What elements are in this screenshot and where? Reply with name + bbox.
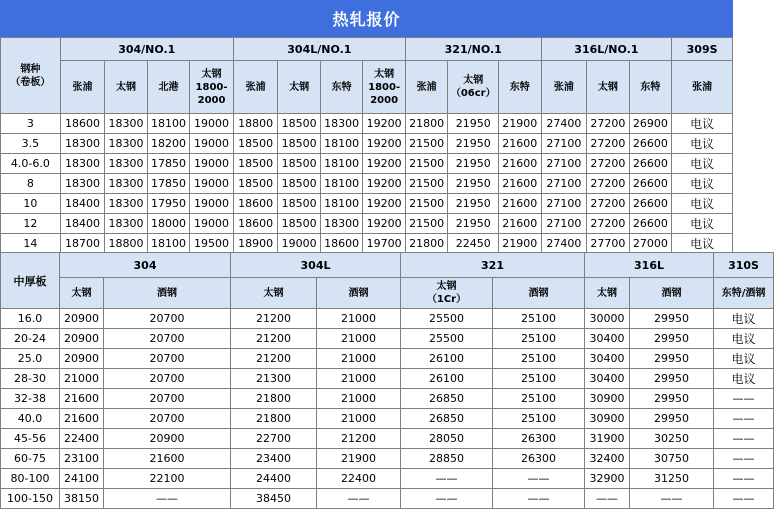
price-cell: ——	[317, 489, 401, 509]
price-cell: 18300	[105, 194, 148, 214]
price-cell: 20900	[60, 349, 104, 369]
thickness-label: 100-150	[1, 489, 60, 509]
mill-column-header: 东特	[629, 61, 672, 114]
price-cell: 22100	[104, 469, 231, 489]
mill-column-header: 北港	[147, 61, 190, 114]
price-cell: 18300	[105, 154, 148, 174]
price-cell: 19200	[363, 194, 406, 214]
price-cell: 21800	[231, 389, 317, 409]
price-cell: 21500	[405, 154, 448, 174]
group-310s: 310S	[714, 253, 774, 278]
thickness-label: 8	[1, 174, 61, 194]
price-cell: 19000	[190, 174, 234, 194]
thickness-label: 25.0	[1, 349, 60, 369]
table-row	[1, 429, 774, 449]
price-cell: 18000	[147, 214, 190, 234]
table-row	[1, 114, 733, 134]
price-cell: 32400	[585, 449, 630, 469]
price-cell: 18100	[320, 134, 363, 154]
price-cell: 29950	[630, 309, 714, 329]
mill-column-header: 酒钢	[104, 278, 231, 309]
price-cell: ——	[714, 469, 774, 489]
price-cell: 27400	[541, 114, 587, 134]
table-row	[1, 174, 733, 194]
price-cell: ——	[401, 489, 493, 509]
thickness-label: 32-38	[1, 389, 60, 409]
price-cell: 21600	[499, 154, 542, 174]
price-cell: 27700	[587, 234, 630, 254]
mill-column-header: 东特/酒钢	[714, 278, 774, 309]
price-cell: 30400	[585, 349, 630, 369]
mill-column-header: 张浦	[233, 61, 278, 114]
price-cell: 21600	[104, 449, 231, 469]
price-cell: 26300	[493, 429, 585, 449]
price-cell: 18200	[147, 134, 190, 154]
price-cell: 21950	[448, 134, 499, 154]
price-cell: 30900	[585, 389, 630, 409]
price-cell: 20700	[104, 329, 231, 349]
price-cell: ——	[630, 489, 714, 509]
thickness-label: 80-100	[1, 469, 60, 489]
price-cell: 18300	[60, 174, 105, 194]
price-cell: 29950	[630, 349, 714, 369]
price-cell: 18600	[320, 234, 363, 254]
price-cell: 31900	[585, 429, 630, 449]
price-cell: 18100	[147, 114, 190, 134]
price-cell: 25500	[401, 329, 493, 349]
mill-column-header: 太钢 1800- 2000	[363, 61, 406, 114]
price-cell: 电议	[714, 329, 774, 349]
price-cell: 25100	[493, 309, 585, 329]
price-cell: 19500	[190, 234, 234, 254]
price-cell: 18100	[320, 154, 363, 174]
table-row	[1, 469, 774, 489]
price-cell: ——	[493, 489, 585, 509]
price-cell: 21000	[317, 369, 401, 389]
price-cell: 21000	[60, 369, 104, 389]
price-cell: 27100	[541, 214, 587, 234]
price-cell: 19000	[190, 194, 234, 214]
price-cell: ——	[401, 469, 493, 489]
price-cell: 22400	[60, 429, 104, 449]
price-cell: 18900	[233, 234, 278, 254]
mill-column-header: 太钢	[585, 278, 630, 309]
price-cell: 21500	[405, 214, 448, 234]
price-cell: 18300	[105, 174, 148, 194]
price-cell: 18100	[320, 194, 363, 214]
group-304-no1: 304/NO.1	[60, 38, 233, 61]
price-cell: 21000	[317, 389, 401, 409]
price-cell: 电议	[672, 134, 733, 154]
price-cell: 21950	[448, 194, 499, 214]
price-cell: 21500	[405, 174, 448, 194]
thickness-label: 12	[1, 214, 61, 234]
price-cell: 18100	[147, 234, 190, 254]
mill-column-header: 太钢	[278, 61, 321, 114]
price-cell: 21600	[499, 174, 542, 194]
price-cell: 30900	[585, 409, 630, 429]
thickness-label: 16.0	[1, 309, 60, 329]
mill-column-header: 张浦	[541, 61, 587, 114]
price-cell: 电议	[672, 194, 733, 214]
price-cell: 27100	[541, 194, 587, 214]
price-cell: 21500	[405, 194, 448, 214]
mill-column-header: 太钢 （06cr）	[448, 61, 499, 114]
coil-grade-header: 钢种 （卷板）	[1, 38, 61, 114]
price-cell: 22400	[317, 469, 401, 489]
price-cell: 20700	[104, 409, 231, 429]
price-cell: 18500	[278, 114, 321, 134]
price-cell: 19000	[190, 214, 234, 234]
price-cell: 27000	[629, 234, 672, 254]
price-cell: 20700	[104, 309, 231, 329]
price-cell: 18300	[105, 114, 148, 134]
price-cell: 17850	[147, 154, 190, 174]
price-cell: 18500	[278, 194, 321, 214]
thickness-label: 10	[1, 194, 61, 214]
price-cell: 19200	[363, 114, 406, 134]
price-cell: 18600	[60, 114, 105, 134]
price-cell: ——	[104, 489, 231, 509]
price-cell: 21600	[499, 134, 542, 154]
price-cell: ——	[714, 389, 774, 409]
thickness-label: 3	[1, 114, 61, 134]
table-row	[1, 489, 774, 509]
price-cell: 27100	[541, 174, 587, 194]
price-cell: 27100	[541, 134, 587, 154]
price-cell: 20700	[104, 349, 231, 369]
price-cell: 26600	[629, 214, 672, 234]
price-cell: 电议	[672, 234, 733, 254]
price-cell: 25100	[493, 389, 585, 409]
price-cell: 19000	[278, 234, 321, 254]
price-cell: 21950	[448, 214, 499, 234]
price-cell: 18500	[233, 154, 278, 174]
price-cell: 18500	[278, 214, 321, 234]
price-cell: 19200	[363, 134, 406, 154]
table-row	[1, 449, 774, 469]
price-cell: 20900	[60, 309, 104, 329]
price-cell: 26600	[629, 154, 672, 174]
price-cell: 25500	[401, 309, 493, 329]
price-cell: 26100	[401, 369, 493, 389]
mill-column-header: 东特	[320, 61, 363, 114]
table-row	[1, 349, 774, 369]
price-cell: 21500	[405, 134, 448, 154]
thickness-label: 45-56	[1, 429, 60, 449]
mill-column-header: 太钢 1800- 2000	[190, 61, 234, 114]
price-cell: 21600	[60, 389, 104, 409]
price-cell: 21000	[317, 309, 401, 329]
table-row	[1, 409, 774, 429]
price-cell: 24100	[60, 469, 104, 489]
mill-column-header: 太钢	[60, 278, 104, 309]
plate-grade-header: 中厚板	[1, 253, 60, 309]
price-cell: 21600	[499, 194, 542, 214]
group-316l: 316L	[585, 253, 714, 278]
price-cell: 26600	[629, 134, 672, 154]
price-cell: 21000	[317, 409, 401, 429]
mill-column-header: 东特	[499, 61, 542, 114]
mill-column-header: 太钢	[105, 61, 148, 114]
price-cell: 18500	[278, 134, 321, 154]
mill-column-header: 酒钢	[630, 278, 714, 309]
price-cell: 21200	[231, 309, 317, 329]
price-cell: 21300	[231, 369, 317, 389]
price-cell: 21900	[499, 234, 542, 254]
price-cell: 20900	[60, 329, 104, 349]
price-cell: 28050	[401, 429, 493, 449]
price-cell: 30400	[585, 369, 630, 389]
price-cell: 25100	[493, 409, 585, 429]
price-cell: 19000	[190, 154, 234, 174]
price-cell: 27200	[587, 114, 630, 134]
price-cell: 21800	[405, 114, 448, 134]
price-cell: 21200	[317, 429, 401, 449]
price-cell: ——	[714, 489, 774, 509]
mill-column-header: 张浦	[672, 61, 733, 114]
price-cell: 电议	[714, 309, 774, 329]
price-cell: 26900	[629, 114, 672, 134]
price-cell: 24400	[231, 469, 317, 489]
price-cell: 电议	[672, 174, 733, 194]
price-cell: 22450	[448, 234, 499, 254]
price-cell: 21900	[317, 449, 401, 469]
price-cell: 18500	[233, 174, 278, 194]
price-cell: 18300	[105, 134, 148, 154]
price-cell: 19000	[190, 134, 234, 154]
price-cell: 18600	[233, 194, 278, 214]
thickness-label: 28-30	[1, 369, 60, 389]
mill-column-header: 酒钢	[317, 278, 401, 309]
price-cell: 38150	[60, 489, 104, 509]
table-row	[1, 154, 733, 174]
price-cell: 19000	[190, 114, 234, 134]
price-cell: 27200	[587, 214, 630, 234]
price-cell: ——	[585, 489, 630, 509]
price-cell: 电议	[672, 114, 733, 134]
price-cell: 29950	[630, 409, 714, 429]
group-316l-no1: 316L/NO.1	[541, 38, 672, 61]
group-321: 321	[401, 253, 585, 278]
price-cell: 19200	[363, 154, 406, 174]
price-cell: 30750	[630, 449, 714, 469]
price-cell: 30400	[585, 329, 630, 349]
group-309s: 309S	[672, 38, 733, 61]
price-cell: 18700	[60, 234, 105, 254]
price-cell: 21800	[231, 409, 317, 429]
price-cell: 20900	[104, 429, 231, 449]
price-cell: 27100	[541, 154, 587, 174]
thickness-label: 60-75	[1, 449, 60, 469]
price-cell: 21600	[499, 214, 542, 234]
thickness-label: 40.0	[1, 409, 60, 429]
thickness-label: 3.5	[1, 134, 61, 154]
price-cell: ——	[714, 429, 774, 449]
price-cell: 21950	[448, 154, 499, 174]
price-cell: 30250	[630, 429, 714, 449]
price-cell: 25100	[493, 369, 585, 389]
price-cell: 18300	[60, 154, 105, 174]
group-304l: 304L	[231, 253, 401, 278]
table-row	[1, 329, 774, 349]
price-cell: 26850	[401, 389, 493, 409]
table-row	[1, 389, 774, 409]
price-cell: 电议	[672, 214, 733, 234]
table-row	[1, 369, 774, 389]
price-cell: 29950	[630, 369, 714, 389]
price-cell: 27200	[587, 194, 630, 214]
price-cell: 电议	[672, 154, 733, 174]
price-cell: 26600	[629, 174, 672, 194]
price-cell: 21950	[448, 114, 499, 134]
price-cell: 21800	[405, 234, 448, 254]
thickness-label: 4.0-6.0	[1, 154, 61, 174]
hot-rolled-coil-table	[0, 37, 733, 254]
mill-column-header: 太钢 （1Cr）	[401, 278, 493, 309]
price-cell: ——	[714, 409, 774, 429]
price-cell: 20700	[104, 389, 231, 409]
price-cell: 18300	[60, 134, 105, 154]
price-cell: 18400	[60, 194, 105, 214]
price-cell: 18300	[320, 114, 363, 134]
price-cell: 21950	[448, 174, 499, 194]
price-cell: 电议	[714, 349, 774, 369]
thickness-label: 20-24	[1, 329, 60, 349]
price-cell: 21900	[499, 114, 542, 134]
table-row	[1, 309, 774, 329]
group-304l-no1: 304L/NO.1	[233, 38, 405, 61]
price-cell: 32900	[585, 469, 630, 489]
price-cell: 25100	[493, 349, 585, 369]
price-cell: 28850	[401, 449, 493, 469]
price-cell: 27200	[587, 154, 630, 174]
price-cell: 18500	[278, 174, 321, 194]
price-cell: 18500	[278, 154, 321, 174]
price-cell: 31250	[630, 469, 714, 489]
price-cell: 19200	[363, 174, 406, 194]
price-cell: 26600	[629, 194, 672, 214]
price-cell: 27400	[541, 234, 587, 254]
price-cell: 18300	[320, 214, 363, 234]
price-cell: 电议	[714, 369, 774, 389]
price-cell: ——	[493, 469, 585, 489]
price-cell: 30000	[585, 309, 630, 329]
price-cell: 38450	[231, 489, 317, 509]
price-cell: 18100	[320, 174, 363, 194]
mill-column-header: 太钢	[231, 278, 317, 309]
price-cell: 17850	[147, 174, 190, 194]
thickness-label: 14	[1, 234, 61, 254]
price-cell: 18300	[105, 214, 148, 234]
price-cell: 22700	[231, 429, 317, 449]
price-cell: 26100	[401, 349, 493, 369]
price-cell: 23400	[231, 449, 317, 469]
price-cell: 21200	[231, 349, 317, 369]
table-row	[1, 214, 733, 234]
price-cell: 25100	[493, 329, 585, 349]
price-cell: 29950	[630, 329, 714, 349]
price-cell: 19200	[363, 214, 406, 234]
price-cell: 19700	[363, 234, 406, 254]
price-cell: 21200	[231, 329, 317, 349]
price-cell: 27200	[587, 134, 630, 154]
price-cell: 21000	[317, 349, 401, 369]
price-cell: 18800	[233, 114, 278, 134]
price-cell: 27200	[587, 174, 630, 194]
price-cell: 26300	[493, 449, 585, 469]
price-cell: 26850	[401, 409, 493, 429]
group-321-no1: 321/NO.1	[405, 38, 541, 61]
price-cell: ——	[714, 449, 774, 469]
price-cell: 18400	[60, 214, 105, 234]
mill-column-header: 张浦	[60, 61, 105, 114]
price-cell: 23100	[60, 449, 104, 469]
price-cell: 17950	[147, 194, 190, 214]
sheet-title: 热轧报价	[0, 0, 733, 37]
table-row	[1, 134, 733, 154]
price-cell: 29950	[630, 389, 714, 409]
mill-column-header: 酒钢	[493, 278, 585, 309]
table-row	[1, 234, 733, 254]
table-row	[1, 194, 733, 214]
group-304: 304	[60, 253, 231, 278]
price-cell: 18600	[233, 214, 278, 234]
price-cell: 21600	[60, 409, 104, 429]
price-cell: 20700	[104, 369, 231, 389]
medium-plate-table	[0, 252, 774, 509]
price-cell: 18800	[105, 234, 148, 254]
price-cell: 21000	[317, 329, 401, 349]
mill-column-header: 张浦	[405, 61, 448, 114]
price-cell: 18500	[233, 134, 278, 154]
mill-column-header: 太钢	[587, 61, 630, 114]
